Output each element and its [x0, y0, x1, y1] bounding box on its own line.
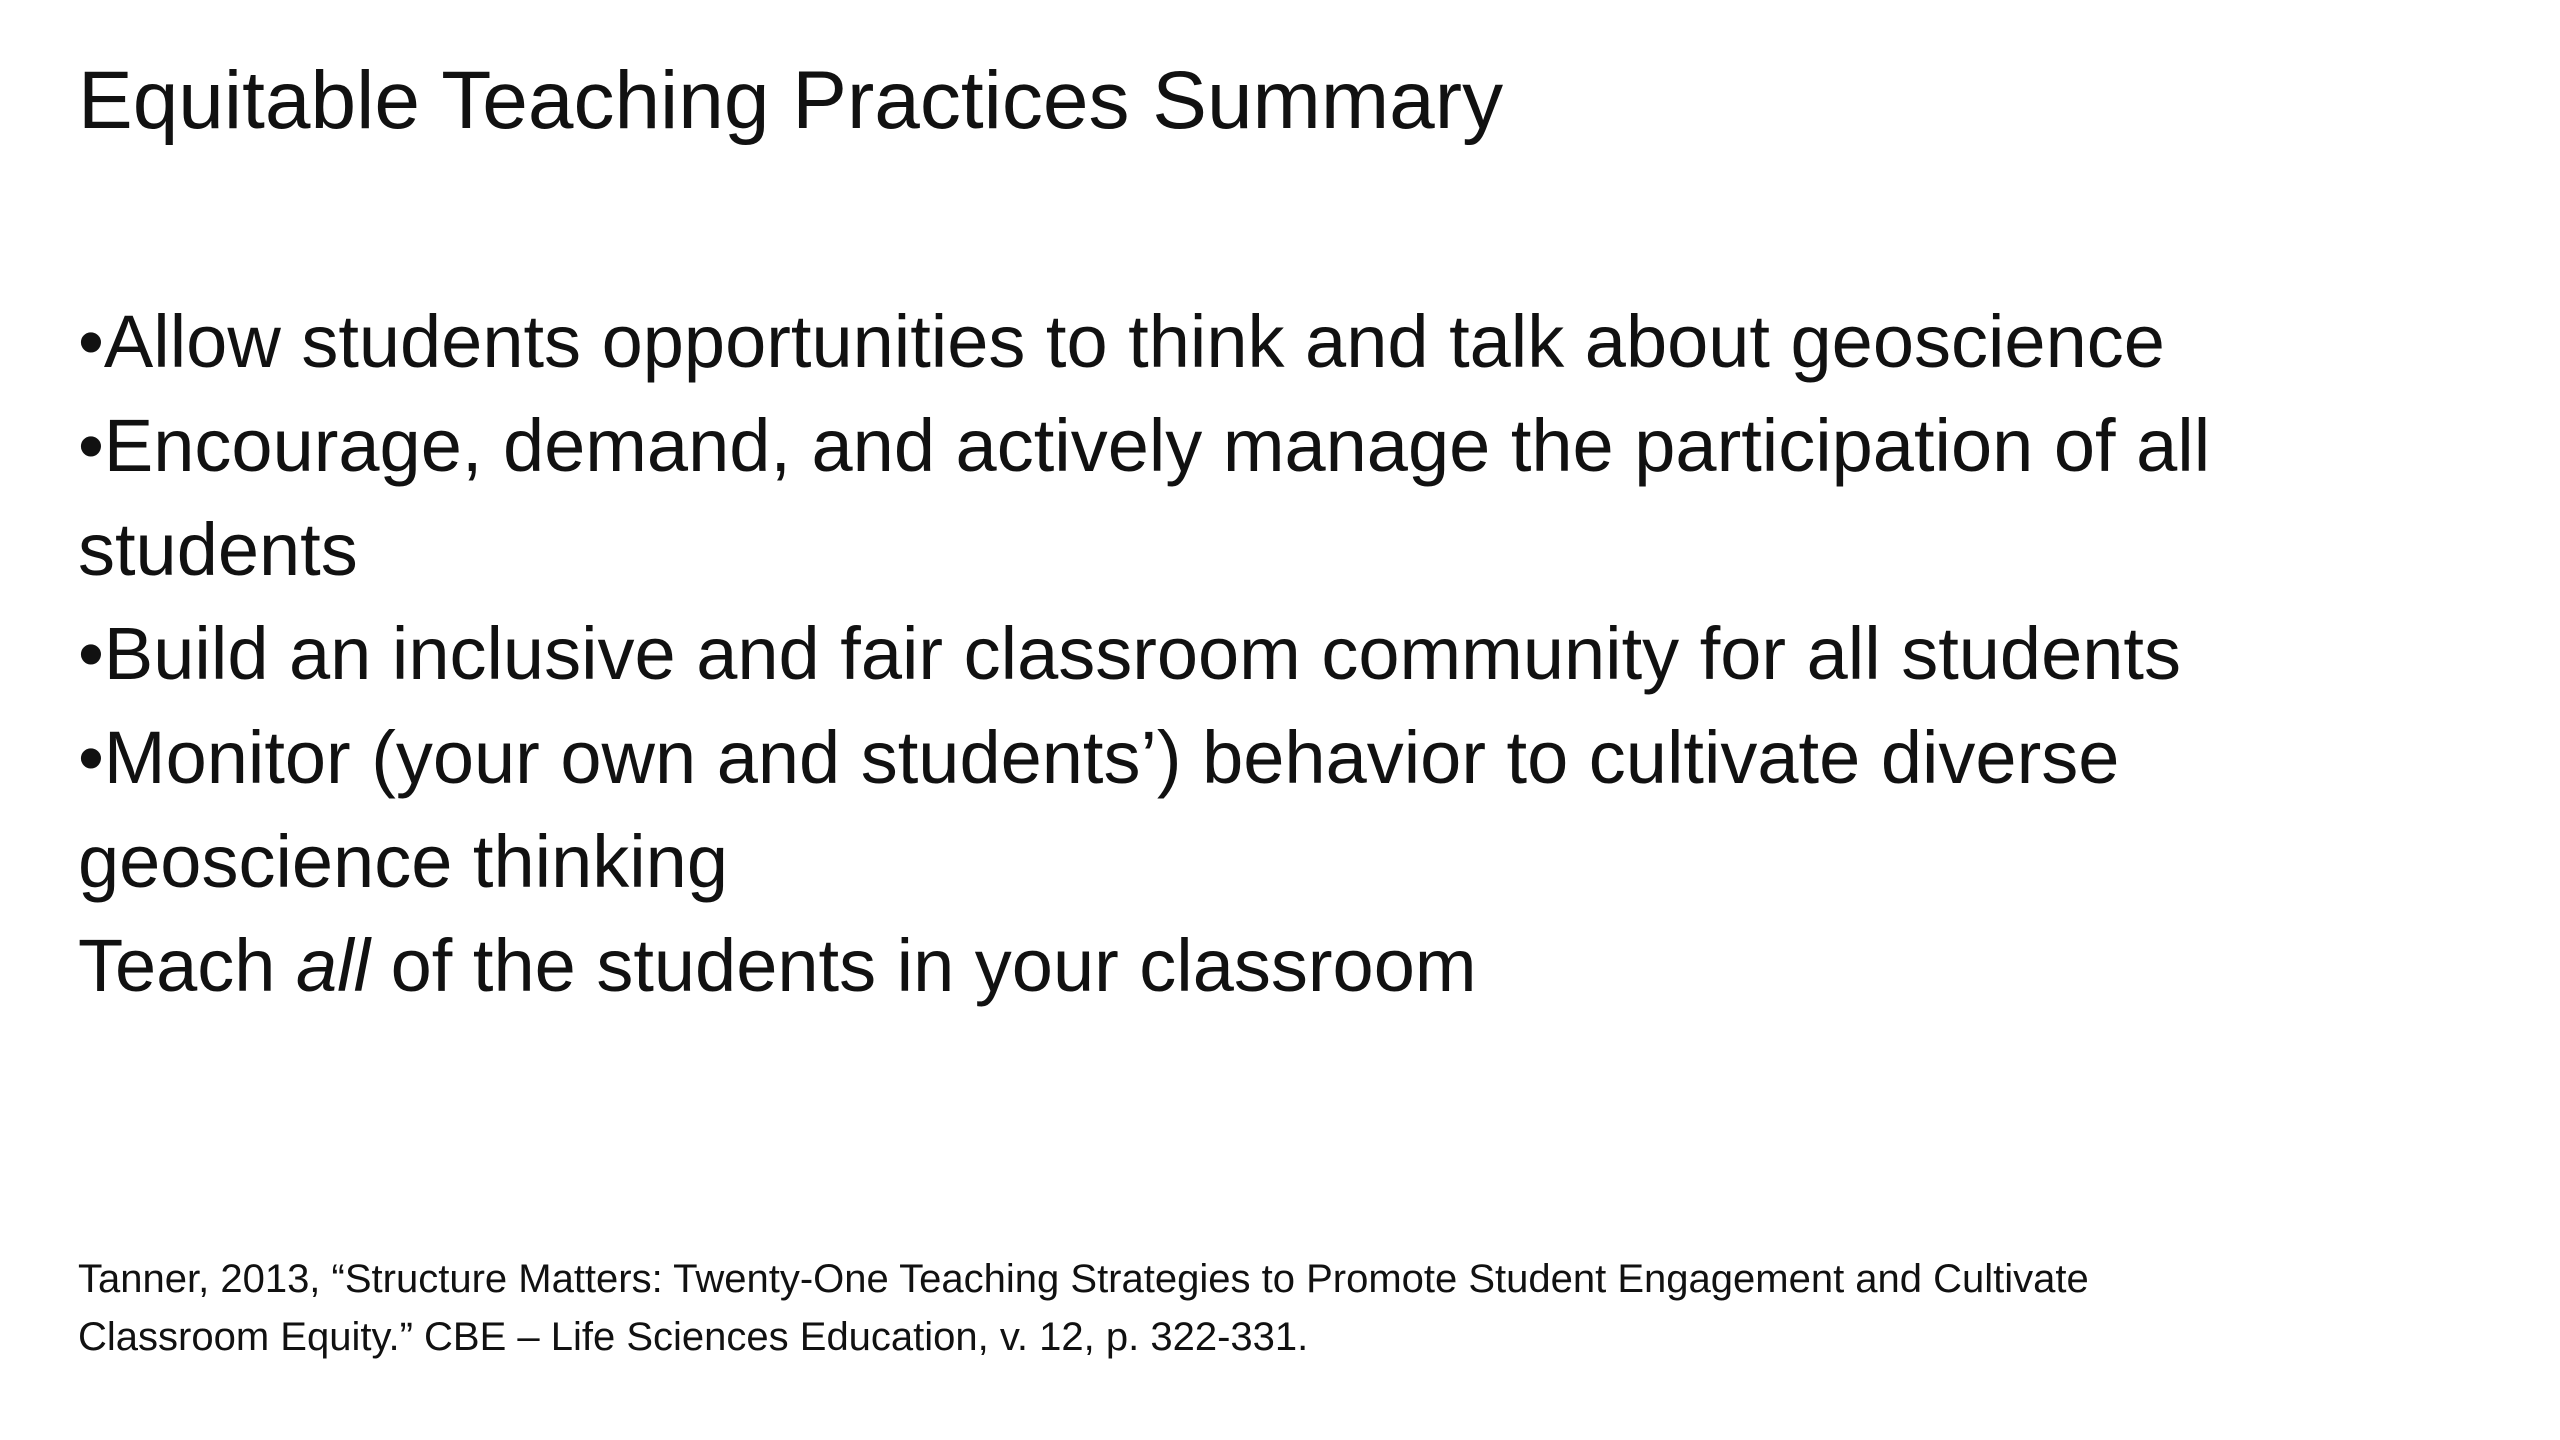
bullet-icon: •: [78, 612, 104, 695]
bullet-icon: •: [78, 404, 104, 487]
bullet-continuation: students: [78, 508, 358, 591]
slide-body: [78, 290, 2438, 1018]
citation-line: Tanner, 2013, “Structure Matters: Twenty-One Teaching Strategies to Promote Student Engagement and Cultivate: [78, 1257, 2089, 1301]
bullet-item: [78, 394, 2438, 498]
citation: [78, 1250, 2438, 1366]
closing-text-after: of the students in your classroom: [370, 924, 1477, 1007]
closing-text-before: Teach: [78, 924, 297, 1007]
bullet-item: [78, 290, 2438, 394]
bullet-icon: •: [78, 716, 104, 799]
closing-emphasis: all: [296, 924, 371, 1007]
bullet-icon: •: [78, 300, 104, 383]
slide-title: Equitable Teaching Practices Summary: [78, 55, 1504, 146]
bullet-text: Allow students opportunities to think and talk about geoscience: [103, 300, 2165, 383]
bullet-text: Monitor (your own and students’) behavior to cultivate diverse: [103, 716, 2120, 799]
bullet-item: [78, 706, 2438, 810]
bullet-item: [78, 602, 2438, 706]
citation-line: Classroom Equity.” CBE – Life Sciences Education, v. 12, p. 322-331.: [78, 1315, 1309, 1359]
bullet-text: Build an inclusive and fair classroom community for all students: [103, 612, 2181, 695]
bullet-text: Encourage, demand, and actively manage the participation of all: [103, 404, 2211, 487]
bullet-continuation: geoscience thinking: [78, 820, 728, 903]
closing-statement: [78, 914, 2438, 1018]
